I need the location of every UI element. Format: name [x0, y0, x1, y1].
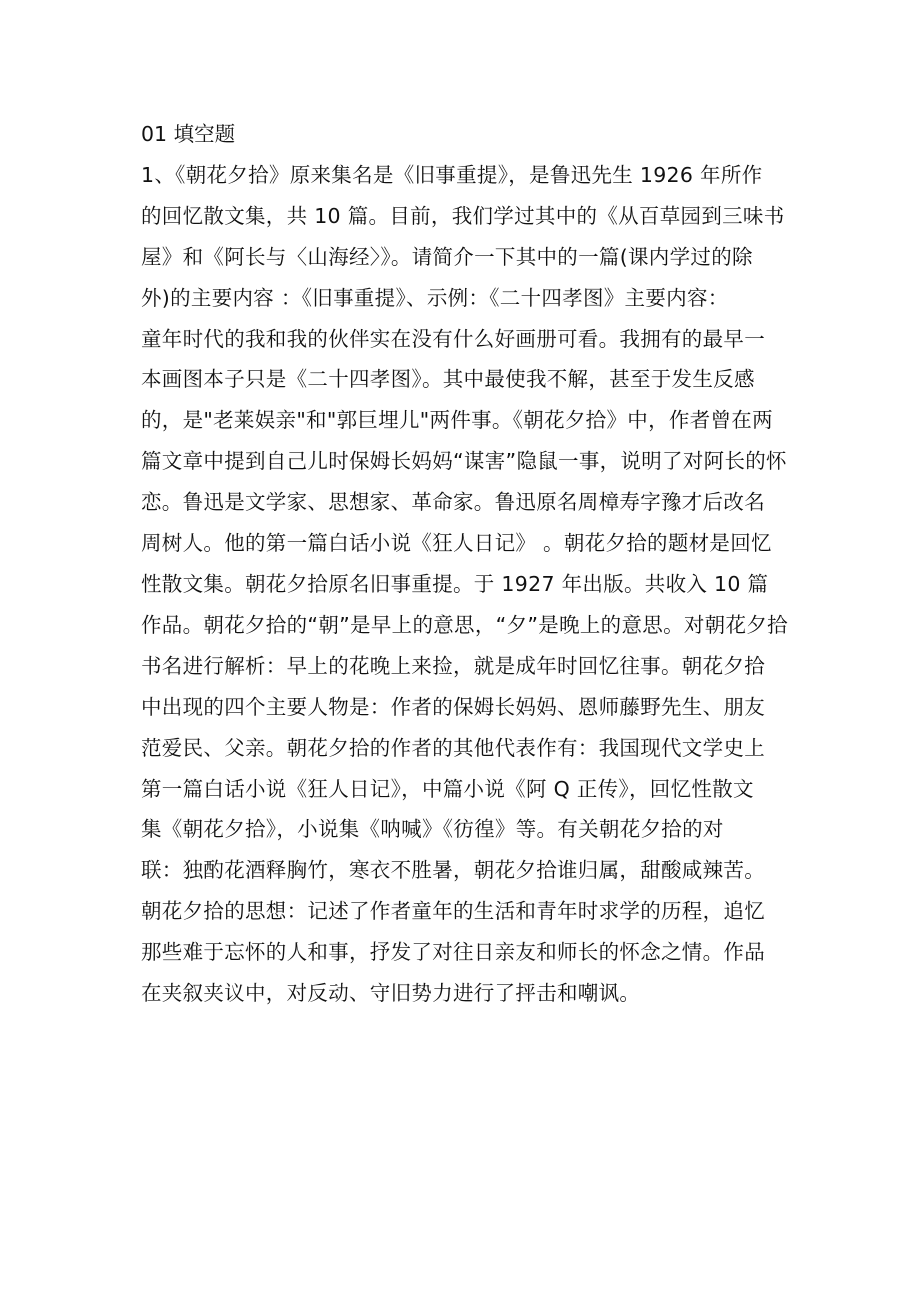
text-line: 朝花夕拾的思想：记述了作者童年的生活和青年时求学的历程，追忆 — [141, 899, 765, 924]
text-line: 恋。鲁迅是文学家、思想家、革命家。鲁迅原名周樟寿字豫才后改名 — [141, 490, 765, 515]
text-line: 1、《朝花夕拾》原来集名是《旧事重提》，是鲁迅先生 1926 年所作 — [141, 162, 763, 187]
text-line: 性散文集。朝花夕拾原名旧事重提。于 1927 年出版。共收入 10 篇 — [141, 571, 769, 596]
text-line: 周树人。他的第一篇白话小说《狂人日记》 。朝花夕拾的题材是回忆 — [141, 531, 772, 556]
text-line: 本画图本子只是《二十四孝图》。其中最使我不解，甚至于发生反感 — [141, 367, 755, 392]
text-line: 集《朝花夕拾》，小说集《呐喊》《彷徨》等。有关朝花夕拾的对 — [141, 817, 724, 842]
text-line: 作品。朝花夕拾的“朝”是早上的意思，“夕”是晚上的意思。对朝花夕拾 — [141, 612, 788, 637]
text-line: 的，是"老莱娱亲"和"郭巨埋儿"两件事。《朝花夕拾》中，作者曾在两 — [141, 408, 773, 433]
text-line: 范爱民、父亲。朝花夕拾的作者的其他代表作有：我国现代文学史上 — [141, 735, 765, 760]
text-line: 书名进行解析：早上的花晚上来捡，就是成年时回忆往事。朝花夕拾 — [141, 653, 765, 678]
text-line: 那些难于忘怀的人和事，抒发了对往日亲友和师长的怀念之情。作品 — [141, 940, 765, 965]
text-line: 篇文章中提到自己儿时保姆长妈妈“谋害”隐鼠一事，说明了对阿长的怀 — [141, 449, 787, 474]
text-line: 联：独酌花酒释胸竹，寒衣不胜暑，朝花夕拾谁归属，甜酸咸辣苦。 — [141, 858, 765, 883]
text-line: 外)的主要内容 ：《旧事重提》、示例：《二十四孝图》主要内容： — [141, 285, 729, 310]
text-line: 中出现的四个主要人物是：作者的保姆长妈妈、恩师藤野先生、朋友 — [141, 694, 765, 719]
text-line: 屋》和《阿长与〈山海经〉》。请简介一下其中的一篇(课内学过的除 — [141, 244, 753, 269]
text-line: 的回忆散文集，共 10 篇。目前，我们学过其中的《从百草园到三味书 — [141, 203, 785, 228]
document-content — [141, 114, 788, 1014]
text-line: 第一篇白话小说《狂人日记》，中篇小说《阿 Q 正传》，回忆性散文 — [141, 776, 754, 801]
text-line: 童年时代的我和我的伙伴实在没有什么好画册可看。我拥有的最早一 — [141, 326, 765, 351]
section-heading: 01 填空题 — [141, 122, 236, 146]
text-line: 在夹叙夹议中，对反动、守旧势力进行了抨击和嘲讽。 — [141, 981, 641, 1006]
